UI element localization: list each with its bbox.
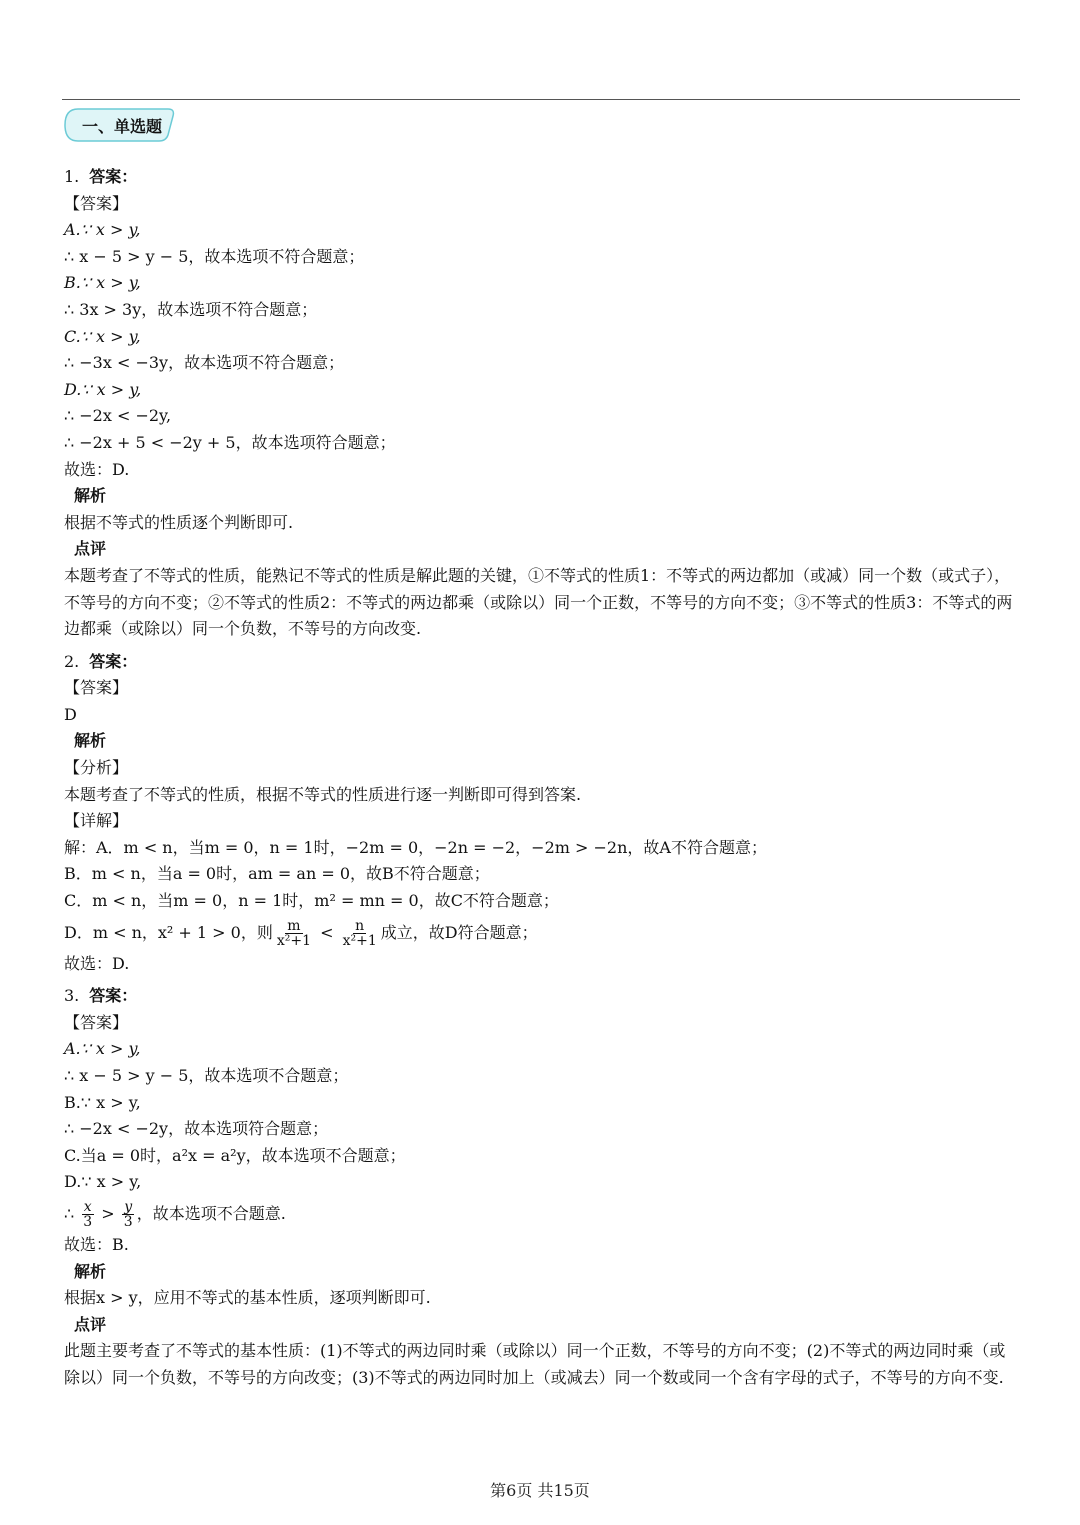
solution-line: 【答案】	[64, 193, 129, 213]
fraction-line-suffix: 成立，故D符合题意；	[380, 922, 538, 942]
solution-line: ∴ −2x < −2y，故本选项符合题意；	[64, 1119, 329, 1139]
question-number: 2.	[64, 651, 80, 671]
question-header	[64, 164, 1016, 191]
analysis-label: 解析	[74, 486, 107, 506]
solution-line: D.∵ x > y,	[64, 379, 142, 399]
question-2	[64, 649, 1016, 978]
solution-line-fraction	[64, 915, 1016, 951]
comment-text: 此题主要考查了不等式的基本性质：(1)不等式的两边同时乘（或除以）同一个正数，不等号的方向不变；(2)不等式的两边同时乘（或除以）同一个负数，不等号的方向改变；(3)不等式的两边同时加上（或减去）同一个数或同一个含有字母的式子，不等号的方向不变.	[64, 1341, 1006, 1387]
analysis-text: 根据x > y，应用不等式的基本性质，逐项判断即可.	[64, 1288, 431, 1308]
question-number: 1.	[64, 167, 80, 186]
solution-line: 故选：D.	[64, 459, 130, 479]
fraction-numerator: x	[83, 1198, 92, 1215]
comment-label: 点评	[74, 1314, 107, 1334]
solution-line: A.∵ x > y,	[64, 1039, 141, 1059]
answer-heading: 答案：	[89, 651, 138, 671]
fenxi-label: 【分析】	[64, 758, 129, 778]
fraction-numerator: n	[355, 917, 365, 934]
choose-line: 故选：D.	[64, 953, 130, 973]
solution-line: B.∵ x > y,	[64, 1092, 141, 1112]
fraction-denominator: 3	[83, 1213, 93, 1230]
fraction-denominator: x²+1	[276, 932, 311, 949]
solution-line: B.∵ x > y,	[64, 273, 141, 293]
fraction	[341, 919, 379, 948]
fraction-denominator: x²+1	[342, 932, 377, 949]
solution-line: A.∵ x > y,	[64, 220, 141, 240]
page-footer: 第6页 共15页	[490, 1481, 590, 1500]
solution-line: D.∵ x > y,	[64, 1172, 142, 1192]
solution-line: ∴ 3x > 3y，故本选项不符合题意；	[64, 299, 318, 319]
fraction-line-prefix: D．m < n，x² + 1 > 0，则	[64, 922, 273, 942]
question-3	[64, 983, 1016, 1391]
solution-line: ∴ x − 5 > y − 5，故本选项不合题意；	[64, 1066, 349, 1085]
answer-heading: 答案：	[89, 167, 138, 186]
fraction-numerator: m	[287, 917, 301, 934]
analysis-text: 根据不等式的性质逐个判断即可.	[64, 512, 294, 532]
inequality-sign: >	[101, 1203, 115, 1223]
question-header	[64, 983, 1016, 1010]
answer-value: D	[64, 704, 77, 724]
solution-line: ∴ −3x < −3y，故本选项不符合题意；	[64, 353, 345, 373]
fraction	[81, 1200, 94, 1229]
question-1	[64, 164, 1016, 643]
solution-line: C.当a = 0时，a²x = a²y，故本选项不合题意；	[64, 1145, 406, 1165]
document-body	[64, 164, 1016, 1392]
fraction-numerator: y	[124, 1198, 133, 1215]
fraction	[275, 919, 313, 948]
section-heading	[64, 108, 176, 142]
choose-line: 故选：B.	[64, 1234, 129, 1254]
solution-line: ∴ −2x < −2y,	[64, 406, 172, 426]
comment-label: 点评	[74, 539, 107, 559]
solution-line: C．m < n，当m = 0，n = 1时，m² = mn = 0，故C不符合题意；	[64, 891, 559, 911]
solution-line: 【答案】	[64, 1012, 129, 1032]
solution-line-fraction	[64, 1196, 1016, 1232]
question-header	[64, 649, 1016, 676]
fraction-line-suffix: ，故本选项不合题意.	[136, 1203, 286, 1223]
header-rule	[62, 99, 1020, 100]
comment-text: 本题考查了不等式的性质，能熟记不等式的性质是解此题的关键，①不等式的性质1：不等式的两边都加（或减）同一个数（或式子），不等号的方向不变；②不等式的性质2：不等式的两边都乘（或除以）同一个正数，不等号的方向不变；③不等式的性质3：不等式的两边都乘（或除以）同一个负数，不等号的方向改变.	[64, 565, 1013, 639]
fenxi-text: 本题考查了不等式的性质，根据不等式的性质进行逐一判断即可得到答案.	[64, 784, 582, 804]
analysis-label: 解析	[74, 1261, 107, 1281]
solution-line: ∴ −2x + 5 < −2y + 5，故本选项符合题意；	[64, 432, 396, 452]
fraction-line-prefix: ∴	[64, 1203, 75, 1223]
solution-line: ∴ x − 5 > y − 5，故本选项不符合题意；	[64, 246, 365, 266]
question-number: 3.	[64, 986, 80, 1006]
analysis-label: 解析	[74, 731, 107, 751]
solution-line: 解：A．m < n，当m = 0，n = 1时，−2m = 0，−2n = −2，−2m > −2n，故A不符合题意；	[64, 837, 767, 857]
section-title: 一、单选题	[82, 116, 163, 136]
solution-line: C.∵ x > y,	[64, 326, 141, 346]
fraction	[122, 1200, 135, 1229]
solution-line: B．m < n，当a = 0时，am = an = 0，故B不符合题意；	[64, 864, 490, 884]
answer-label: 【答案】	[64, 678, 129, 698]
xiangjie-label: 【详解】	[64, 811, 129, 831]
answer-heading: 答案：	[89, 986, 138, 1006]
inequality-sign: <	[320, 922, 334, 942]
fraction-denominator: 3	[123, 1213, 133, 1230]
